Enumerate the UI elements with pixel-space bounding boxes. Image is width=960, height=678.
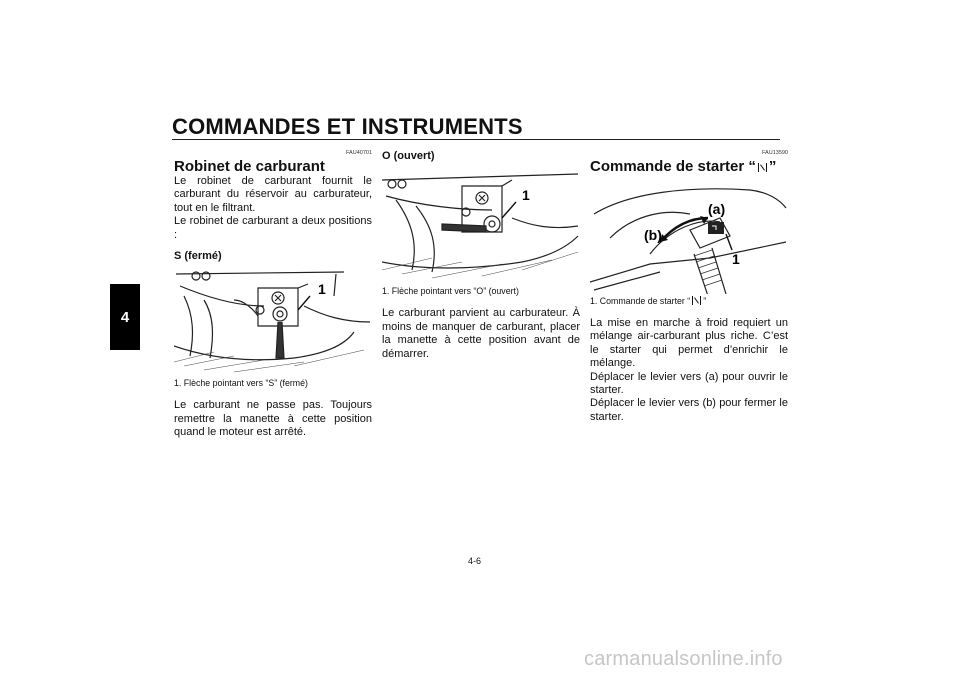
figure-label-a: (a)	[708, 201, 726, 217]
column-fuel-open	[382, 150, 580, 361]
watermark: carmanualsonline.info	[584, 648, 783, 670]
chapter-tab: 4	[110, 284, 140, 350]
section-title: Robinet de carburant	[174, 158, 325, 175]
section-code: FAU40701	[346, 150, 372, 156]
choke-icon	[758, 163, 767, 172]
choke-paragraph-3: Déplacer le levier vers (b) pour fermer le starter.	[590, 397, 788, 423]
intro-paragraph: Le robinet de carburant fournit le carburant du réservoir au carburateur, tout en le filtrant.	[174, 175, 372, 214]
figure-label-b: (b)	[644, 227, 662, 243]
closed-body: Le carburant ne passe pas. Toujours remettre la manette à cette position quand le moteur est arrêté.	[174, 399, 372, 439]
fuel-cock-closed-illustration	[174, 266, 372, 376]
figure-callout-1: 1	[732, 251, 740, 267]
subhead-closed: S (fermé)	[174, 250, 222, 263]
column-fuel-cock	[174, 150, 372, 440]
figure-caption: 1. Flèche pointant vers “S” (fermé)	[174, 378, 308, 389]
choke-lever-illustration	[590, 178, 788, 294]
figure-callout-1: 1	[318, 281, 326, 298]
positions-paragraph: Le robinet de carburant a deux positions :	[174, 215, 372, 241]
header-rule	[172, 139, 780, 140]
figure-caption: 1. Flèche pointant vers “O” (ouvert)	[382, 286, 519, 297]
choke-icon	[692, 296, 701, 305]
fuel-cock-open-illustration	[382, 166, 580, 284]
section-code: FAU13590	[762, 150, 788, 156]
page-number: 4-6	[468, 556, 482, 566]
figure-caption: 1. Commande de starter “ ”	[590, 296, 707, 306]
page-header-title: COMMANDES ET INSTRUMENTS	[172, 114, 523, 139]
column-choke	[590, 150, 788, 424]
section-title: Commande de starter “ ”	[590, 158, 777, 175]
subhead-open: O (ouvert)	[382, 150, 435, 162]
open-body: Le carburant parvient au carburateur. À moins de manquer de carburant, placer la manette à cette position avant de démarrer.	[382, 307, 580, 360]
choke-paragraph-1: La mise en marche à froid requiert un mélange air-carburant plus riche. C’est le starter qui permet d’enrichir le mélange.	[590, 317, 788, 370]
choke-paragraph-2: Déplacer le levier vers (a) pour ouvrir le starter.	[590, 370, 788, 397]
figure-callout-1: 1	[522, 187, 530, 204]
